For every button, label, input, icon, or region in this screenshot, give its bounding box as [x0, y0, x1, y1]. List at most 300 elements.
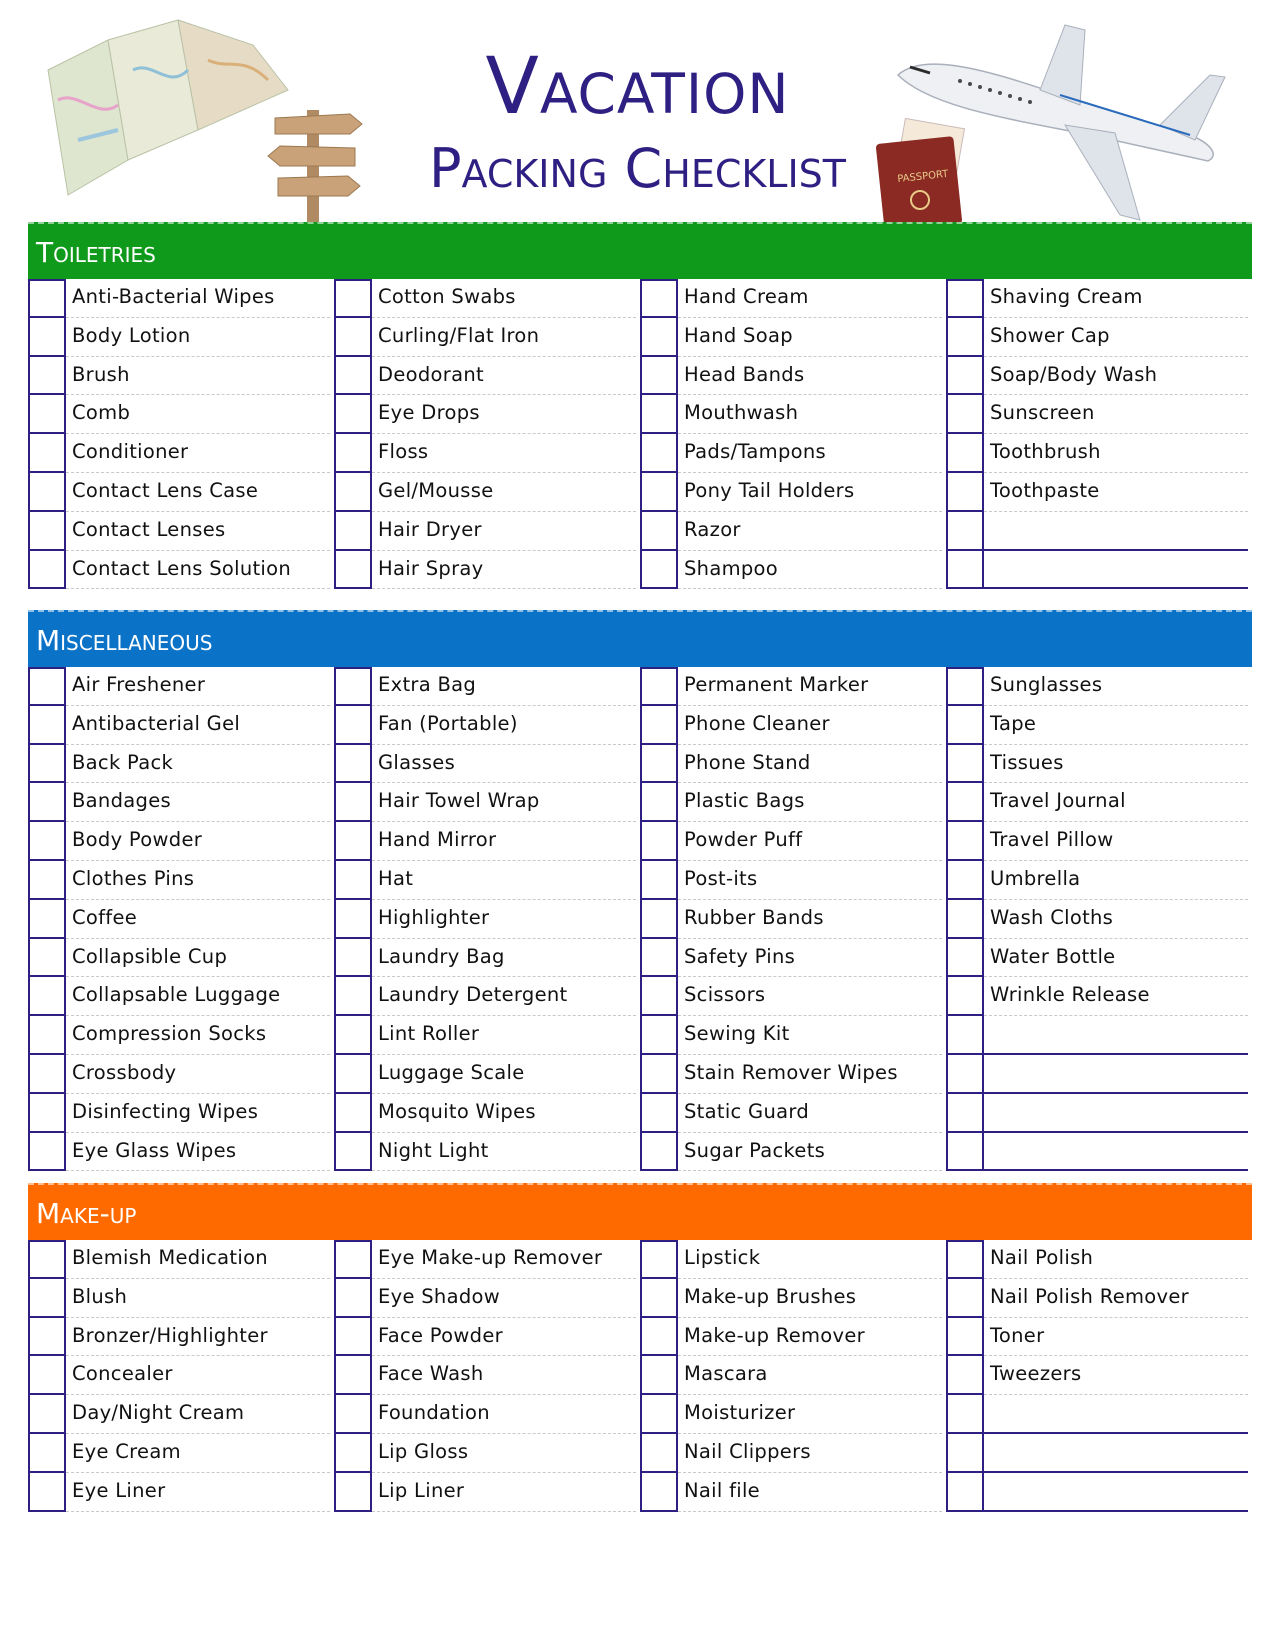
checkbox[interactable] — [28, 1055, 66, 1094]
checkbox[interactable] — [640, 279, 678, 318]
checklist-item — [640, 977, 946, 1016]
checkbox[interactable] — [640, 977, 678, 1016]
item-label: Gel/Mousse — [372, 473, 636, 512]
checkbox[interactable] — [640, 1240, 678, 1279]
checkbox[interactable] — [946, 434, 984, 473]
checkbox[interactable] — [28, 745, 66, 784]
checkbox[interactable] — [640, 357, 678, 396]
checklist-item — [946, 1133, 1252, 1172]
checkbox[interactable] — [946, 1133, 984, 1172]
item-label: Static Guard — [678, 1094, 942, 1133]
item-label: Soap/Body Wash — [984, 357, 1248, 396]
item-label: Phone Stand — [678, 745, 942, 784]
checkbox[interactable] — [640, 1434, 678, 1473]
checkbox[interactable] — [28, 1395, 66, 1434]
checklist-item — [334, 434, 640, 473]
item-label: Eye Glass Wipes — [66, 1133, 330, 1172]
checklist-item — [28, 1318, 334, 1357]
checkbox[interactable] — [334, 279, 372, 318]
blank-line — [984, 512, 1248, 551]
checklist-item — [946, 1356, 1252, 1395]
title-packing-checklist: Packing Checklist — [428, 137, 847, 200]
checklist-item — [946, 745, 1252, 784]
checklist-item — [334, 1133, 640, 1172]
checkbox[interactable] — [946, 1473, 984, 1512]
checklist-item — [640, 1318, 946, 1357]
checkbox[interactable] — [28, 279, 66, 318]
checkbox[interactable] — [946, 900, 984, 939]
checklist-item — [946, 1279, 1252, 1318]
checklist-item — [946, 357, 1252, 396]
checklist-item — [640, 318, 946, 357]
item-label: Safety Pins — [678, 939, 942, 978]
checklist-item — [334, 512, 640, 551]
checklist-item — [28, 1055, 334, 1094]
item-label: Eye Liner — [66, 1473, 330, 1512]
checkbox[interactable] — [28, 861, 66, 900]
checkbox[interactable] — [946, 706, 984, 745]
item-label: Cotton Swabs — [372, 279, 636, 318]
item-label: Hand Mirror — [372, 822, 636, 861]
item-label: Hair Towel Wrap — [372, 783, 636, 822]
checkbox[interactable] — [334, 434, 372, 473]
misc-column-4 — [946, 667, 1252, 1171]
item-label: Comb — [66, 395, 330, 434]
miscellaneous-columns — [28, 667, 1252, 1171]
checklist-item — [334, 900, 640, 939]
item-label: Floss — [372, 434, 636, 473]
item-label: Compression Socks — [66, 1016, 330, 1055]
checklist-item — [640, 706, 946, 745]
checklist-item — [334, 1279, 640, 1318]
checklist-item — [28, 977, 334, 1016]
checkbox[interactable] — [946, 1016, 984, 1055]
item-label: Travel Pillow — [984, 822, 1248, 861]
checkbox[interactable] — [28, 667, 66, 706]
item-label: Collapsable Luggage — [66, 977, 330, 1016]
checklist-item — [334, 473, 640, 512]
checklist-item — [640, 783, 946, 822]
item-label: Crossbody — [66, 1055, 330, 1094]
toiletries-column-2 — [334, 279, 640, 589]
item-label: Coffee — [66, 900, 330, 939]
toiletries-header: Toiletries — [28, 222, 1252, 279]
item-label: Eye Drops — [372, 395, 636, 434]
item-label: Powder Puff — [678, 822, 942, 861]
checklist-item — [334, 395, 640, 434]
checklist-item — [946, 512, 1252, 551]
checkbox[interactable] — [640, 395, 678, 434]
checklist-item — [640, 822, 946, 861]
checkbox[interactable] — [640, 1094, 678, 1133]
misc-column-3 — [640, 667, 946, 1171]
item-label: Tape — [984, 706, 1248, 745]
blank-line — [984, 1434, 1248, 1473]
checklist-item — [334, 667, 640, 706]
checkbox[interactable] — [334, 667, 372, 706]
checklist-item — [640, 900, 946, 939]
checklist-item — [640, 667, 946, 706]
checkbox[interactable] — [640, 783, 678, 822]
item-label: Umbrella — [984, 861, 1248, 900]
checklist-item — [640, 1133, 946, 1172]
item-label: Lip Liner — [372, 1473, 636, 1512]
checklist-item — [28, 1133, 334, 1172]
header — [0, 0, 1275, 232]
checkbox[interactable] — [640, 706, 678, 745]
item-label: Clothes Pins — [66, 861, 330, 900]
item-label: Sunglasses — [984, 667, 1248, 706]
makeup-column-1 — [28, 1240, 334, 1512]
blank-line — [984, 1094, 1248, 1133]
toiletries-column-1 — [28, 279, 334, 589]
checkbox[interactable] — [334, 1395, 372, 1434]
checkbox[interactable] — [334, 1318, 372, 1357]
checkbox[interactable] — [334, 1356, 372, 1395]
toiletries-column-4 — [946, 279, 1252, 589]
checkbox[interactable] — [946, 395, 984, 434]
item-label: Tweezers — [984, 1356, 1248, 1395]
checkbox[interactable] — [28, 473, 66, 512]
checklist-item — [640, 434, 946, 473]
checklist-item — [640, 473, 946, 512]
checkbox[interactable] — [334, 473, 372, 512]
checkbox[interactable] — [946, 1279, 984, 1318]
item-label: Back Pack — [66, 745, 330, 784]
checklist-item — [28, 395, 334, 434]
checklist-item — [334, 357, 640, 396]
checklist-item — [640, 1240, 946, 1279]
checkbox[interactable] — [28, 395, 66, 434]
item-label: Wrinkle Release — [984, 977, 1248, 1016]
checklist-item — [334, 706, 640, 745]
checkbox[interactable] — [28, 551, 66, 590]
checkbox[interactable] — [334, 977, 372, 1016]
checklist-item — [946, 279, 1252, 318]
checklist-item — [28, 473, 334, 512]
checklist-item — [946, 1016, 1252, 1055]
checkbox[interactable] — [640, 745, 678, 784]
checklist-item — [334, 318, 640, 357]
checkbox[interactable] — [334, 706, 372, 745]
checklist-item — [640, 1055, 946, 1094]
item-label: Deodorant — [372, 357, 636, 396]
blank-line — [984, 1133, 1248, 1172]
item-label: Lint Roller — [372, 1016, 636, 1055]
makeup-section — [28, 1183, 1252, 1512]
checkbox[interactable] — [28, 1279, 66, 1318]
checkbox[interactable] — [28, 783, 66, 822]
checkbox[interactable] — [334, 1055, 372, 1094]
item-label: Toothpaste — [984, 473, 1248, 512]
checklist-item — [640, 861, 946, 900]
checklist-item — [28, 861, 334, 900]
checkbox[interactable] — [334, 1434, 372, 1473]
checklist-item — [28, 706, 334, 745]
checklist-item — [334, 745, 640, 784]
item-label: Disinfecting Wipes — [66, 1094, 330, 1133]
checkbox[interactable] — [28, 1240, 66, 1279]
checkbox[interactable] — [946, 1395, 984, 1434]
item-label: Laundry Bag — [372, 939, 636, 978]
item-label: Toner — [984, 1318, 1248, 1357]
item-label: Sunscreen — [984, 395, 1248, 434]
item-label: Make-up Brushes — [678, 1279, 942, 1318]
checklist-item — [640, 395, 946, 434]
checklist-item — [946, 434, 1252, 473]
makeup-column-4 — [946, 1240, 1252, 1512]
checkbox[interactable] — [640, 1318, 678, 1357]
checklist-item — [334, 939, 640, 978]
checklist-item — [28, 512, 334, 551]
checkbox[interactable] — [334, 1133, 372, 1172]
checkbox[interactable] — [946, 783, 984, 822]
checkbox[interactable] — [334, 1016, 372, 1055]
item-label: Contact Lenses — [66, 512, 330, 551]
blank-line — [984, 1016, 1248, 1055]
checkbox[interactable] — [640, 1279, 678, 1318]
item-label: Nail Polish Remover — [984, 1279, 1248, 1318]
item-label: Mascara — [678, 1356, 942, 1395]
checklist-item — [28, 783, 334, 822]
checkbox[interactable] — [946, 551, 984, 590]
item-label: Antibacterial Gel — [66, 706, 330, 745]
item-label: Pony Tail Holders — [678, 473, 942, 512]
checkbox[interactable] — [28, 1094, 66, 1133]
checklist-item — [946, 1434, 1252, 1473]
checkbox[interactable] — [28, 1133, 66, 1172]
item-label: Day/Night Cream — [66, 1395, 330, 1434]
checklist-item — [640, 357, 946, 396]
toiletries-column-3 — [640, 279, 946, 589]
misc-column-2 — [334, 667, 640, 1171]
item-label: Conditioner — [66, 434, 330, 473]
checkbox[interactable] — [334, 1279, 372, 1318]
checklist-item — [640, 1279, 946, 1318]
checkbox[interactable] — [640, 551, 678, 590]
checkbox[interactable] — [28, 939, 66, 978]
blank-line — [984, 1395, 1248, 1434]
checklist-item — [334, 1395, 640, 1434]
checklist-item — [640, 551, 946, 590]
item-label: Toothbrush — [984, 434, 1248, 473]
checkbox[interactable] — [640, 861, 678, 900]
checkbox[interactable] — [28, 1356, 66, 1395]
item-label: Water Bottle — [984, 939, 1248, 978]
checkbox[interactable] — [946, 279, 984, 318]
item-label: Shampoo — [678, 551, 942, 590]
checkbox[interactable] — [334, 1473, 372, 1512]
item-label: Sewing Kit — [678, 1016, 942, 1055]
checkbox[interactable] — [946, 512, 984, 551]
checkbox[interactable] — [28, 1434, 66, 1473]
item-label: Eye Shadow — [372, 1279, 636, 1318]
checkbox[interactable] — [334, 822, 372, 861]
checkbox[interactable] — [334, 783, 372, 822]
checklist-item — [28, 357, 334, 396]
item-label: Bandages — [66, 783, 330, 822]
checklist-item — [28, 939, 334, 978]
item-label: Bronzer/Highlighter — [66, 1318, 330, 1357]
item-label: Nail Clippers — [678, 1434, 942, 1473]
checkbox[interactable] — [334, 318, 372, 357]
item-label: Blemish Medication — [66, 1240, 330, 1279]
checklist-item — [946, 551, 1252, 590]
checkbox[interactable] — [640, 822, 678, 861]
item-label: Hand Soap — [678, 318, 942, 357]
item-label: Pads/Tampons — [678, 434, 942, 473]
checkbox[interactable] — [640, 473, 678, 512]
checkbox[interactable] — [28, 1016, 66, 1055]
item-label: Permanent Marker — [678, 667, 942, 706]
checklist-item — [334, 822, 640, 861]
checkbox[interactable] — [28, 434, 66, 473]
item-label: Air Freshener — [66, 667, 330, 706]
checkbox[interactable] — [640, 434, 678, 473]
checklist-item — [640, 745, 946, 784]
item-label: Shaving Cream — [984, 279, 1248, 318]
item-label: Mosquito Wipes — [372, 1094, 636, 1133]
checkbox[interactable] — [640, 1356, 678, 1395]
checklist-item — [946, 900, 1252, 939]
makeup-column-2 — [334, 1240, 640, 1512]
checkbox[interactable] — [334, 861, 372, 900]
checkbox[interactable] — [28, 822, 66, 861]
checkbox[interactable] — [946, 977, 984, 1016]
checkbox[interactable] — [334, 512, 372, 551]
checkbox[interactable] — [640, 1395, 678, 1434]
checklist-item — [946, 473, 1252, 512]
checklist-item — [640, 1395, 946, 1434]
blank-line — [984, 551, 1248, 590]
checkbox[interactable] — [334, 1240, 372, 1279]
checklist-item — [946, 1094, 1252, 1133]
item-label: Nail file — [678, 1473, 942, 1512]
makeup-header: Make-up — [28, 1183, 1252, 1240]
checklist-item — [334, 1318, 640, 1357]
checklist-item — [334, 1434, 640, 1473]
item-label: Phone Cleaner — [678, 706, 942, 745]
checkbox[interactable] — [334, 900, 372, 939]
checkbox[interactable] — [334, 745, 372, 784]
checkbox[interactable] — [946, 1240, 984, 1279]
item-label: Tissues — [984, 745, 1248, 784]
checkbox[interactable] — [28, 318, 66, 357]
checklist-item — [946, 1055, 1252, 1094]
checkbox[interactable] — [640, 900, 678, 939]
checklist-item — [946, 1473, 1252, 1512]
checklist-item — [946, 783, 1252, 822]
checklist-item — [946, 395, 1252, 434]
checklist-item — [334, 1356, 640, 1395]
checkbox[interactable] — [946, 1356, 984, 1395]
checkbox[interactable] — [946, 861, 984, 900]
checkbox[interactable] — [334, 551, 372, 590]
checklist-item — [28, 667, 334, 706]
title-vacation: Vacation — [485, 42, 790, 132]
checkbox[interactable] — [946, 1434, 984, 1473]
checkbox[interactable] — [640, 1016, 678, 1055]
checkbox[interactable] — [946, 1055, 984, 1094]
checklist-item — [640, 512, 946, 551]
item-label: Eye Make-up Remover — [372, 1240, 636, 1279]
checklist-item — [946, 318, 1252, 357]
checklist-item — [28, 1356, 334, 1395]
checkbox[interactable] — [946, 1094, 984, 1133]
checkbox[interactable] — [334, 357, 372, 396]
misc-column-1 — [28, 667, 334, 1171]
checkbox[interactable] — [946, 357, 984, 396]
checklist-item — [334, 783, 640, 822]
checkbox[interactable] — [334, 395, 372, 434]
item-label: Hair Spray — [372, 551, 636, 590]
checklist-item — [946, 1318, 1252, 1357]
checkbox[interactable] — [640, 1133, 678, 1172]
item-label: Scissors — [678, 977, 942, 1016]
item-label: Stain Remover Wipes — [678, 1055, 942, 1094]
checkbox[interactable] — [946, 1318, 984, 1357]
checkbox[interactable] — [640, 667, 678, 706]
checkbox[interactable] — [946, 939, 984, 978]
item-label: Brush — [66, 357, 330, 396]
checkbox[interactable] — [640, 939, 678, 978]
checkbox[interactable] — [640, 1473, 678, 1512]
checkbox[interactable] — [946, 318, 984, 357]
checklist-item — [946, 706, 1252, 745]
item-label: Razor — [678, 512, 942, 551]
checkbox[interactable] — [640, 318, 678, 357]
item-label: Extra Bag — [372, 667, 636, 706]
makeup-column-3 — [640, 1240, 946, 1512]
checkbox[interactable] — [28, 357, 66, 396]
checkbox[interactable] — [28, 706, 66, 745]
item-label: Fan (Portable) — [372, 706, 636, 745]
checklist-item — [334, 1016, 640, 1055]
checklist-item — [334, 551, 640, 590]
checklist-item — [334, 1094, 640, 1133]
checkbox[interactable] — [28, 977, 66, 1016]
checklist-item — [640, 1356, 946, 1395]
checkbox[interactable] — [334, 1094, 372, 1133]
checklist-item — [28, 1434, 334, 1473]
checkbox[interactable] — [640, 512, 678, 551]
checkbox[interactable] — [28, 1318, 66, 1357]
checklist-item — [334, 279, 640, 318]
item-label: Hat — [372, 861, 636, 900]
checkbox[interactable] — [640, 1055, 678, 1094]
checkbox[interactable] — [946, 473, 984, 512]
checkbox[interactable] — [28, 1473, 66, 1512]
checkbox[interactable] — [28, 900, 66, 939]
item-label: Night Light — [372, 1133, 636, 1172]
checklist-item — [946, 977, 1252, 1016]
checkbox[interactable] — [946, 745, 984, 784]
item-label: Blush — [66, 1279, 330, 1318]
item-label: Curling/Flat Iron — [372, 318, 636, 357]
blank-line — [984, 1473, 1248, 1512]
item-label: Shower Cap — [984, 318, 1248, 357]
checklist-item — [640, 1094, 946, 1133]
item-label: Face Wash — [372, 1356, 636, 1395]
checkbox[interactable] — [946, 822, 984, 861]
checkbox[interactable] — [28, 512, 66, 551]
checkbox[interactable] — [334, 939, 372, 978]
checklist-item — [640, 279, 946, 318]
checkbox[interactable] — [946, 667, 984, 706]
item-label: Body Lotion — [66, 318, 330, 357]
blank-line — [984, 1055, 1248, 1094]
checklist-item — [640, 1473, 946, 1512]
